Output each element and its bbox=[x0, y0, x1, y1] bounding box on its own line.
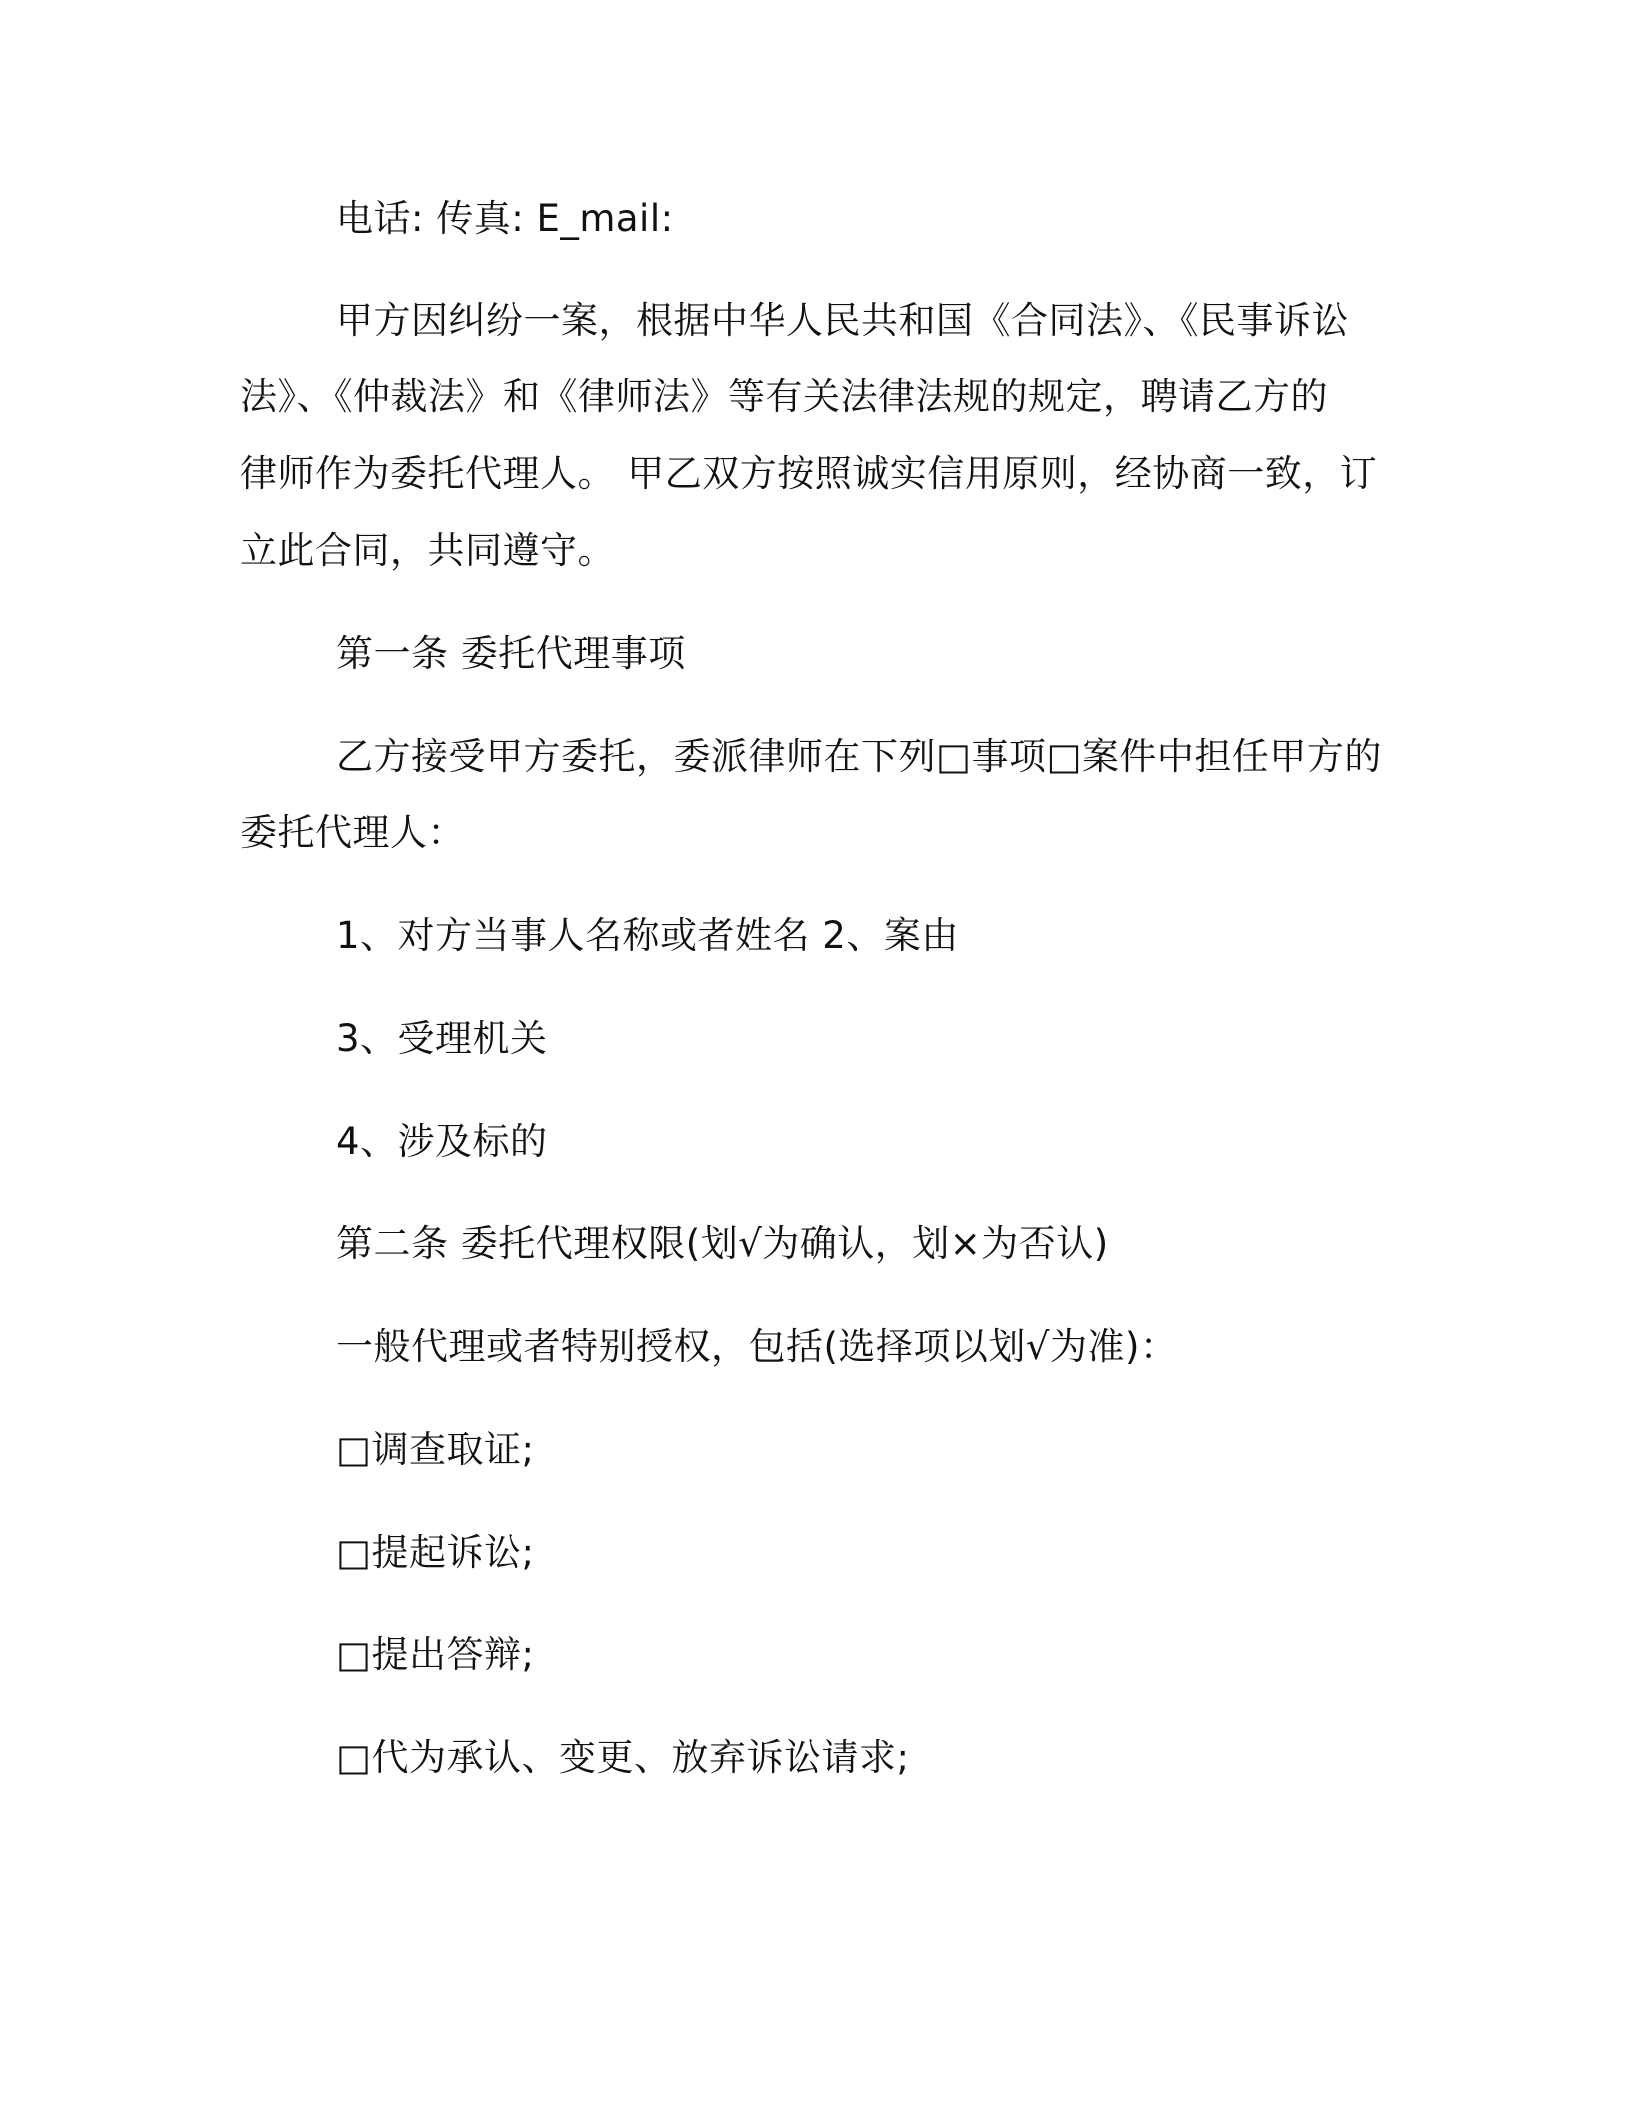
article-one-heading: 第一条 委托代理事项 bbox=[336, 632, 686, 675]
authority-option-1: □调查取证; bbox=[336, 1428, 535, 1471]
authority-option-3: □提出答辩; bbox=[336, 1633, 535, 1676]
authority-option-2: □提起诉讼; bbox=[336, 1531, 535, 1574]
article-two-heading: 第二条 委托代理权限(划√为确认，划×为否认) bbox=[336, 1222, 1109, 1265]
authority-option-4: □代为承认、变更、放弃诉讼请求; bbox=[336, 1736, 910, 1779]
article-one-body-line-2: 委托代理人： bbox=[240, 811, 465, 854]
contact-line: 电话: 传真: E_mail: bbox=[336, 197, 674, 240]
intro-paragraph-line-1: 甲方因纠纷一案，根据中华人民共和国《合同法》、《民事诉讼 bbox=[336, 299, 1349, 342]
intro-paragraph-line-4: 立此合同，共同遵守。 bbox=[240, 529, 615, 572]
article-one-body-line-1: 乙方接受甲方委托，委派律师在下列□事项□案件中担任甲方的 bbox=[336, 735, 1382, 778]
intro-paragraph-line-2: 法》、《仲裁法》和《律师法》等有关法律法规的规定，聘请乙方的 bbox=[240, 375, 1328, 418]
article-one-item-3: 4、涉及标的 bbox=[336, 1120, 548, 1163]
article-one-item-2: 3、受理机关 bbox=[336, 1017, 548, 1060]
article-one-item-1: 1、对方当事人名称或者姓名 2、案由 bbox=[336, 914, 959, 957]
intro-paragraph-line-3: 律师作为委托代理人。 甲乙双方按照诚实信用原则，经协商一致，订 bbox=[240, 452, 1378, 495]
article-two-scope-line: 一般代理或者特别授权，包括(选择项以划√为准)： bbox=[336, 1325, 1178, 1368]
